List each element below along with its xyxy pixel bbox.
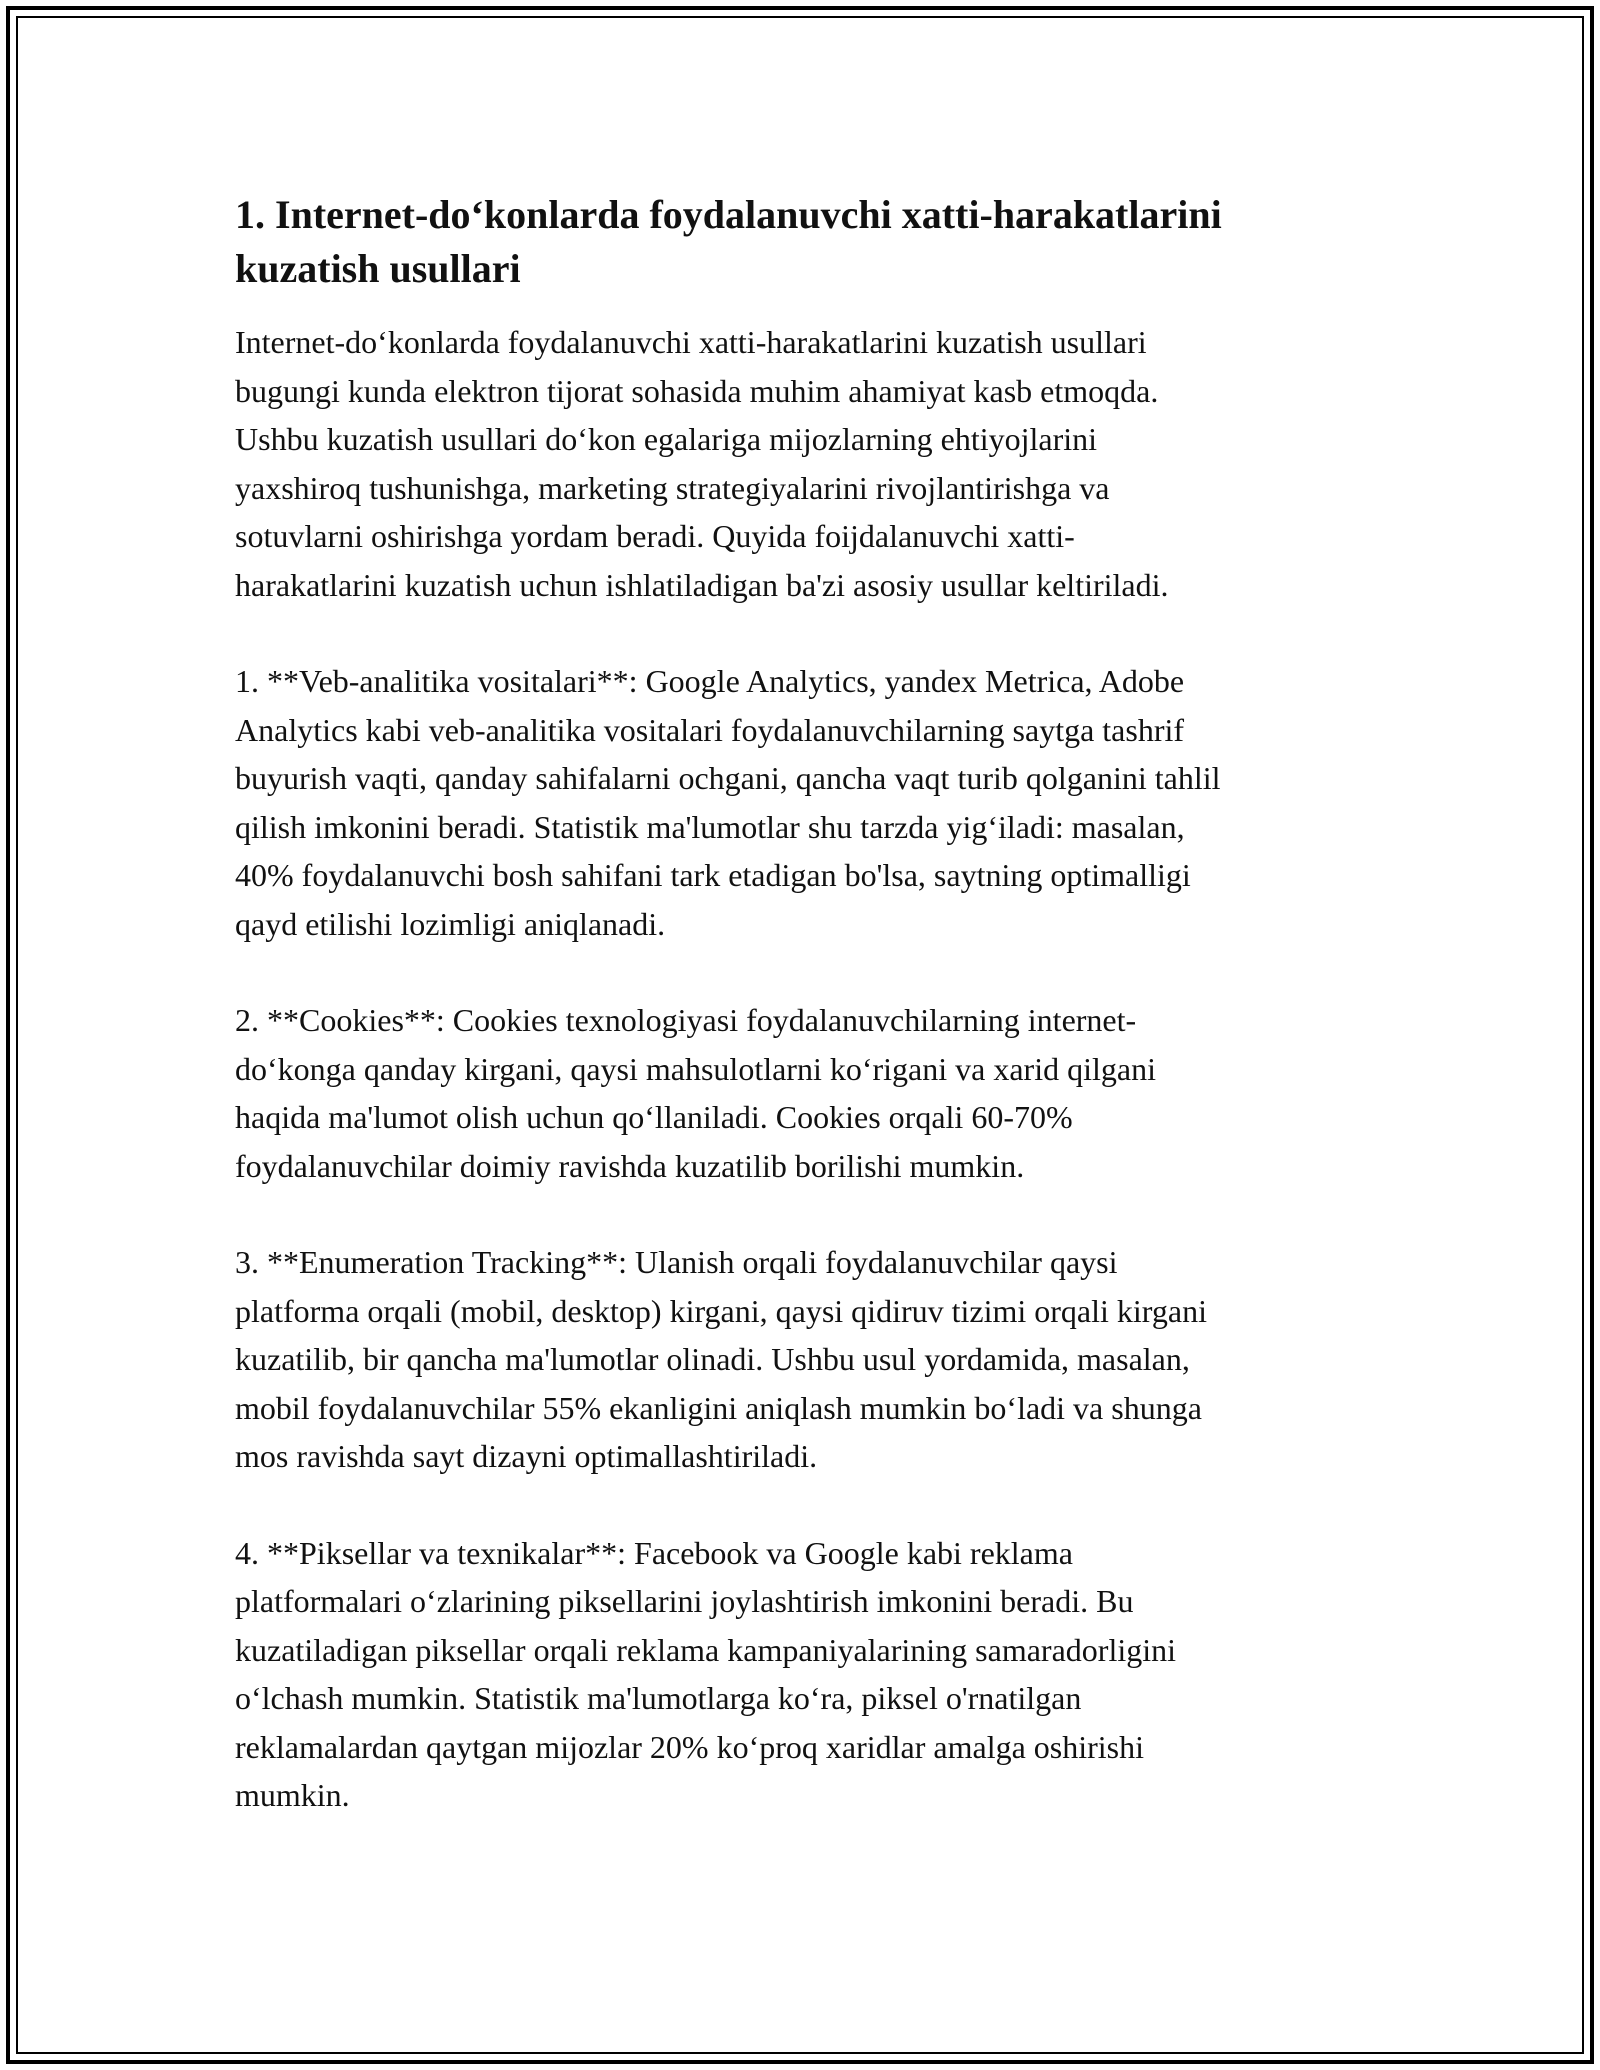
document-body bbox=[235, 188, 1375, 1868]
pixels-paragraph: 4. **Piksellar va texnikalar**: Facebook va Google kabi reklama platformalari o‘zlarining piksellarini joylashtirish imkonini beradi. Bu kuzatiladigan piksellar orqali reklama kampaniyalarining samaradorligini o‘lchash mumkin. Statistik ma'lumotlarga ko‘ra, piksel o'rnatilgan reklamalardan qaytgan mijozlar 20% ko‘proq xaridlar amalga oshirishi mumkin. bbox=[235, 1534, 1176, 1813]
cookies-paragraph: 2. **Cookies**: Cookies texnologiyasi foydalanuvchilarning internet- do‘konga qanday kirgani, qaysi mahsulotlarni ko‘rigani va xarid qilgani haqida ma'lumot olish uchun qo‘llaniladi. Cookies orqali 60-70% foydalanuvchilar doimiy ravishda kuzatilib borilishi mumkin. bbox=[235, 1002, 1156, 1184]
section-title: 1. Internet-do‘konlarda foydalanuvchi xatti-harakatlarini kuzatish usullari bbox=[235, 192, 1222, 291]
enumeration-tracking-paragraph: 3. **Enumeration Tracking**: Ulanish orqali foydalanuvchilar qaysi platforma orqali (mobil, desktop) kirgani, qaysi qidiruv tizimi orqali kirgani kuzatilib, bir qancha ma'lumotlar olinadi. Ushbu usul yordamida, masalan, mobil foydalanuvchilar 55% ekanligini aniqlash mumkin bo‘ladi va shunga mos ravishda sayt dizayni optimallashtiriladi. bbox=[235, 1244, 1207, 1474]
intro-paragraph: Internet-do‘konlarda foydalanuvchi xatti-harakatlarini kuzatish usullari bugungi kunda elektron tijorat sohasida muhim ahamiyat kasb etmoqda. Ushbu kuzatish usullari do‘kon egalariga mijozlarning ehtiyojlarini yaxshiroq tushunishga, marketing strategiyalarini rivojlantirishga va sotuvlarni oshirishga yordam beradi. Quyida foijdalanuvchi xatti- harakatlarini kuzatish uchun ishlatiladigan ba'zi asosiy usullar keltiriladi. bbox=[235, 324, 1169, 603]
web-analytics-paragraph: 1. **Veb-analitika vositalari**: Google Analytics, yandex Metrica, Adobe Analytics kabi veb-analitika vositalari foydalanuvchilarning saytga tashrif buyurish vaqti, qanday sahifalarni ochgani, qancha vaqt turib qolganini tahlil qilish imkonini beradi. Statistik ma'lumotlar shu tarzda yig‘iladi: masalan, 40% foydalanuvchi bosh sahifani tark etadigan bo'lsa, saytning optimalligi qayd etilishi lozimligi aniqlanadi. bbox=[235, 663, 1221, 942]
